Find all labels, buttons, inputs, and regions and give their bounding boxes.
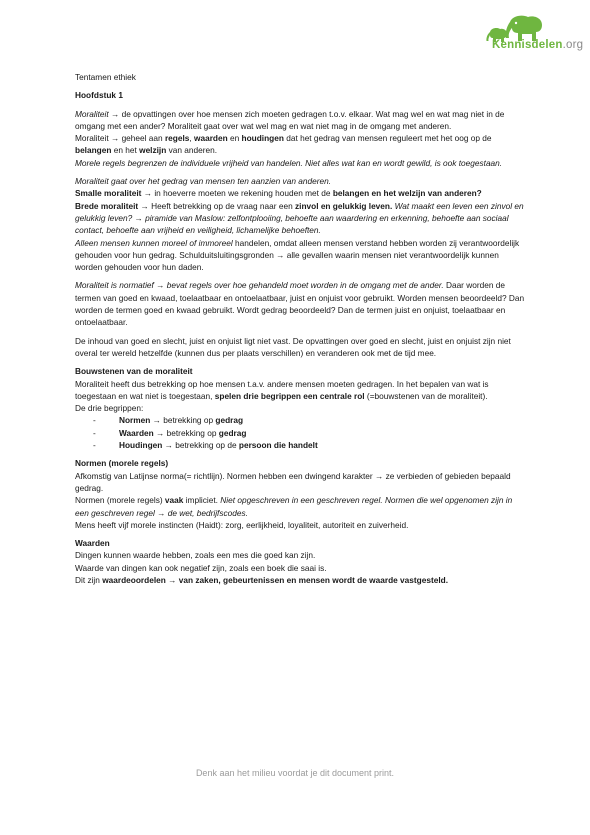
paragraph-inhoud: De inhoud van goed en slecht, juist en onjuist ligt niet vast. De opvattingen over goed en slecht, juist en onjuist zijn niet overal ter wereld hetzelfde (kunnen dus per plaats verschillen) en veranderen ook met de tijd mee.: [75, 335, 511, 358]
document-title: Tentamen ethiek: [75, 72, 136, 82]
paragraph-waardeoordelen: Dit zijn waardeoordelen → van zaken, gebeurtenissen en mensen wordt de waarde vastgesteld.: [75, 574, 449, 585]
paragraph-gedrag: Moraliteit gaat over het gedrag van mensen ten aanzien van anderen.: [75, 176, 331, 187]
paragraph-drie-begrippen: De drie begrippen:: [75, 403, 144, 414]
list-item: - Waarden → betrekking op gedrag: [93, 427, 525, 439]
paragraph-moraliteit-geheel: Moraliteit → geheel aan regels, waarden en houdingen dat het gedrag van mensen reguleert met het oog op de belangen en het welzijn van anderen.: [75, 133, 492, 156]
list-item: - Normen → betrekking op gedrag: [93, 414, 525, 426]
heading-normen: Normen (morele regels): [75, 458, 169, 469]
paragraph-waarden-mes: Dingen kunnen waarde hebben, zoals een mes die goed kan zijn.: [75, 550, 316, 561]
begrippen-list: [75, 414, 525, 451]
list-item: - Houdingen → betrekking op de persoon die handelt: [93, 439, 525, 451]
paragraph-morele-regels: Morele regels begrenzen de individuele vrijheid van handelen. Niet alles wat kan en wordt gewild, is ook toegestaan.: [75, 157, 503, 168]
paragraph-brede-moraliteit: Brede moraliteit → Heeft betrekking op de vraag naar een zinvol en gelukkig leven. Wat maakt een leven een zinvol en gelukkig leven? → piramide van Maslow: zelfontplooiing, behoefte aan waardering en erkenning, behoefte aan sociaal contact, behoefte aan vrijheid en veiligheid, lichamelijke behoeften.: [75, 200, 524, 236]
logo-wordmark: Kennisdelen.org: [492, 39, 584, 51]
paragraph-bouwstenen: Moraliteit heeft dus betrekking op hoe mensen t.a.v. andere mensen moeten gedragen. In het bepalen van wat is toegestaan en wat niet is toegestaan, spelen drie begrippen een centrale rol (=bouwstenen van de moraliteit).: [75, 378, 489, 401]
document-body: [75, 71, 525, 586]
footer-note: Denk aan het milieu voordat je dit document print.: [195, 768, 395, 778]
heading-waarden: Waarden: [75, 538, 110, 549]
paragraph-waarden-boek: Waarde van dingen kan ook negatief zijn, zoals een boek die saai is.: [75, 562, 327, 573]
paragraph-normatief: Moraliteit is normatief → bevat regels over hoe gehandeld moet worden in de omgang met de ander. Daar worden de termen van goed en kwaad, toelaatbaar en ontoelaatbaar, juist en onjuist voor gebruikt. Worden mensen beoordeeld? Dan worden de termen goed en kwaad gebruikt. Wordt gedrag beoordeeld? Dan de termen juist en onjuist, toelaatbaar en ontoelaatbaar.: [75, 280, 525, 328]
paragraph-smalle-moraliteit: Smalle moraliteit → in hoeverre moeten we rekening houden met de belangen en het welzijn van anderen?: [75, 188, 482, 199]
paragraph-moraliteit-def: Moraliteit → de opvattingen over hoe mensen zich moeten gedragen t.o.v. elkaar. Wat mag wel en wat mag niet in de omgang met een ander? Moraliteit gaat over wat wel mag en wat niet mag in de omgang met anderen.: [75, 108, 505, 131]
chapter-heading: Hoofdstuk 1: [75, 90, 123, 101]
paragraph-verantwoordelijk: Alleen mensen kunnen moreel of immoreel handelen, omdat alleen mensen verstand hebben worden zij verantwoordelijk gehouden voor hun gedrag. Schulduitsluitingsgronden → alle gevallen waarin mensen niet verantwoordelijk kunnen worden gehouden voor hun daden.: [75, 237, 520, 273]
paragraph-normen-latijn: Afkomstig van Latijnse norma(= richtlijn). Normen hebben een dwingend karakter → ze verbieden of gebieden bepaald gedrag.: [75, 470, 511, 493]
kennisdelen-logo[interactable]: [450, 14, 584, 62]
paragraph-morele-instincten: Mens heeft vijf morele instincten (Haidt): zorg, eerlijkheid, loyaliteit, autoriteit en zuiverheid.: [75, 519, 409, 530]
paragraph-normen-impliciet: Normen (morele regels) vaak impliciet. Niet opgeschreven in een geschreven regel. Normen die wel opgenomen zijn in een geschreven regel → de wet, bedrijfscodes.: [75, 495, 513, 518]
heading-bouwstenen: Bouwstenen van de moraliteit: [75, 366, 193, 377]
